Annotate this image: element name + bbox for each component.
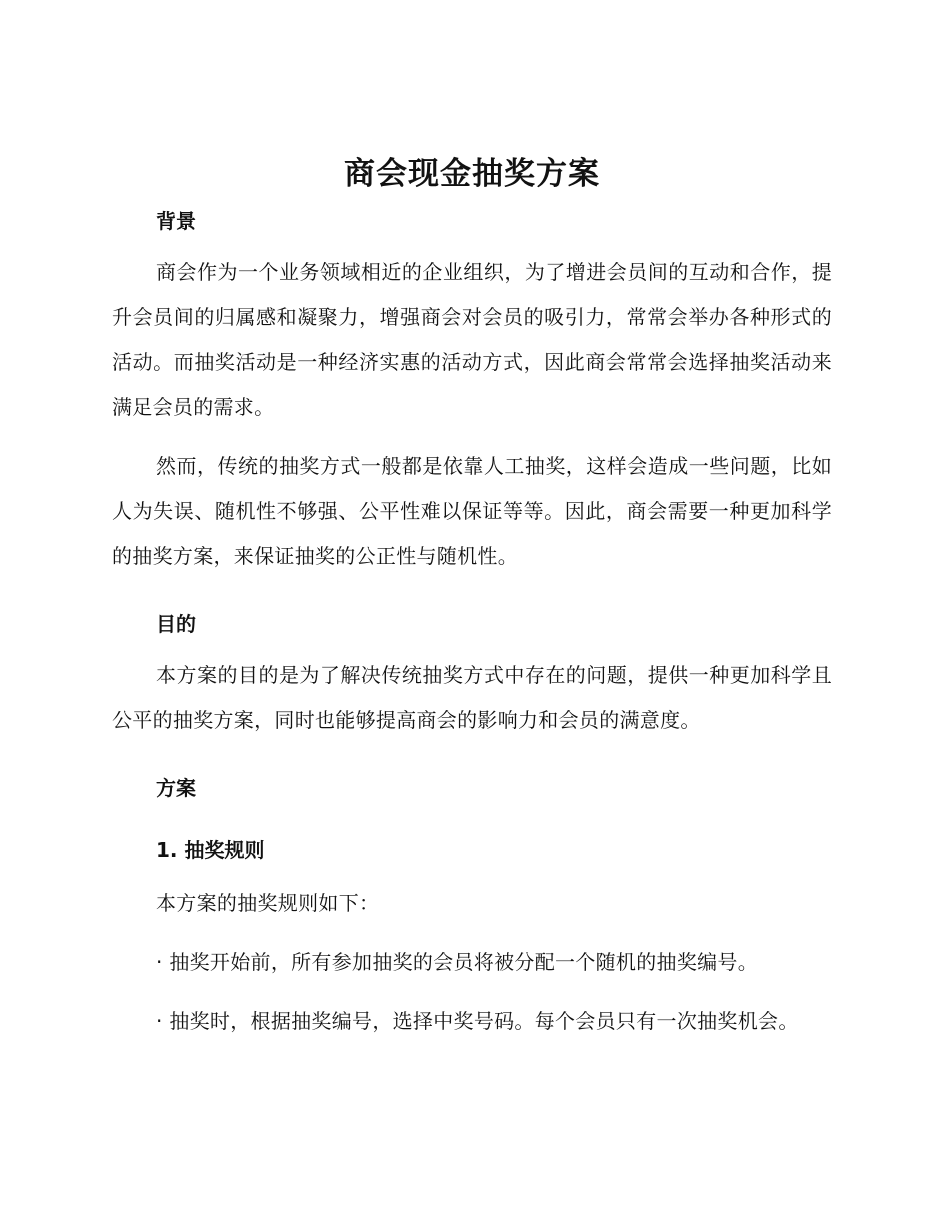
- background-paragraph-1: 商会作为一个业务领域相近的企业组织，为了增进会员间的互动和合作，提升会员间的归属感和凝聚力，增强商会对会员的吸引力，常常会举办各种形式的活动。而抽奖活动是一种经济实惠的活动方式，因此商会常常会选择抽奖活动来满足会员的需求。: [112, 260, 832, 419]
- background-paragraph-2: 然而，传统的抽奖方式一般都是依靠人工抽奖，这样会造成一些问题，比如人为失误、随机性不够强、公平性难以保证等等。因此，商会需要一种更加科学的抽奖方案，来保证抽奖的公正性与随机性。: [112, 454, 832, 568]
- rules-intro: 本方案的抽奖规则如下：: [156, 891, 380, 915]
- section-heading-purpose: 目的: [156, 612, 196, 636]
- purpose-paragraph: 本方案的目的是为了解决传统抽奖方式中存在的问题，提供一种更加科学且公平的抽奖方案，同时也能够提高商会的影响力和会员的满意度。: [112, 663, 832, 732]
- subsection-heading-rules: 1. 抽奖规则: [156, 838, 265, 862]
- section-heading-background: 背景: [156, 209, 196, 233]
- rule-item-2: · 抽奖时，根据抽奖编号，选择中奖号码。每个会员只有一次抽奖机会。: [156, 1009, 799, 1033]
- section-heading-plan: 方案: [156, 776, 196, 800]
- document-body: [112, 146, 832, 1044]
- document-title: 商会现金抽奖方案: [344, 156, 600, 192]
- rule-item-1: · 抽奖开始前，所有参加抽奖的会员将被分配一个随机的抽奖编号。: [156, 950, 759, 974]
